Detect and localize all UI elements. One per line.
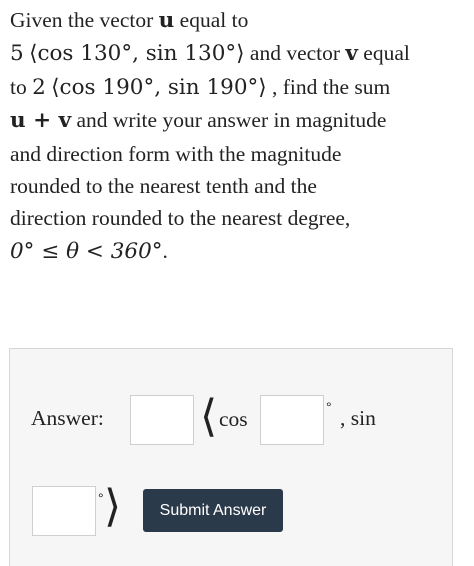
- vector-v-direction: ⟨cos 190°, sin 190°⟩: [51, 74, 267, 100]
- sin-label: , sin: [340, 406, 376, 430]
- sin-angle-input[interactable]: [32, 486, 96, 536]
- close-angle-bracket: ⟩: [104, 481, 122, 532]
- problem-text: .: [162, 238, 168, 263]
- problem-line-2: [10, 37, 468, 70]
- degree-symbol: °: [326, 399, 332, 415]
- cos-label: cos: [219, 407, 248, 431]
- problem-statement: [10, 4, 468, 268]
- vector-u-magnitude: 5: [10, 41, 24, 67]
- problem-text: , find the sum: [266, 74, 391, 99]
- angle-constraint: 0° ≤ θ < 360°: [10, 238, 163, 264]
- problem-line-7: direction rounded to the nearest degree,: [10, 206, 351, 231]
- problem-text: and vector: [244, 41, 346, 66]
- vector-u-direction: ⟨cos 130°, sin 130°⟩: [29, 41, 245, 67]
- submit-answer-button[interactable]: Submit Answer: [143, 489, 283, 532]
- vector-v-symbol: v: [345, 41, 358, 67]
- vector-u-symbol: u: [158, 8, 175, 33]
- degree-symbol: °: [98, 490, 104, 506]
- problem-line-8: [10, 235, 468, 268]
- problem-text: to: [10, 74, 33, 99]
- answer-label: Answer:: [31, 406, 104, 430]
- problem-text: and write your answer in magnitude: [71, 108, 387, 133]
- problem-line-3: [10, 71, 468, 104]
- problem-line-5: and direction form with the magnitude: [10, 141, 342, 166]
- vector-v-magnitude: 2: [32, 74, 46, 100]
- problem-line-4: [10, 104, 468, 137]
- vector-sum-expression: u + v: [10, 108, 72, 134]
- problem-line-6: rounded to the nearest tenth and the: [10, 174, 317, 199]
- problem-text: equal to: [174, 8, 249, 32]
- problem-text: equal: [357, 41, 410, 66]
- problem-line-1: [10, 4, 468, 37]
- problem-text: Given the vector: [10, 8, 159, 32]
- magnitude-input[interactable]: [130, 395, 194, 445]
- open-angle-bracket: ⟨: [200, 391, 218, 442]
- cos-angle-input[interactable]: [260, 395, 324, 445]
- answer-panel: [9, 348, 453, 566]
